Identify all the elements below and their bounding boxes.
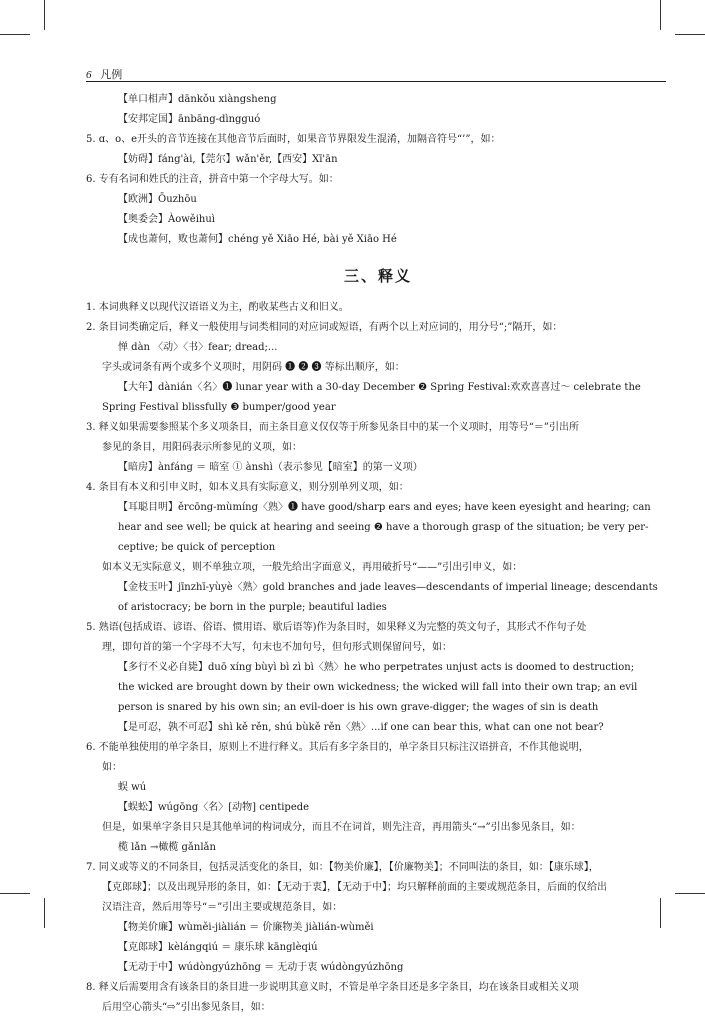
crop-mark-bottom-right-h	[675, 893, 705, 894]
text-line: hear and see well; be quick at hearing and seeing ❷ have a thorough grasp of the situation; be very per-	[118, 522, 649, 533]
text-line: 【金枝玉叶】jīnzhī-yùyè〈熟〉gold branches and jade leaves—descendants of imperial lineage; descendants	[118, 582, 658, 593]
text-line: person is snared by his own sin; an evil-doer is his own grave-digger; the wages of sin is death	[118, 702, 599, 713]
header-rule	[86, 81, 666, 82]
text-line: 【蜈蚣】wúgōng〈名〉[动物] centipede	[118, 802, 310, 813]
text-line: 汉语注音，然后用等号“＝”引出主要或规范条目，如：	[102, 902, 343, 913]
text-line: 后用空心箭头“⇨”引出参见条目，如：	[102, 1002, 271, 1013]
text-line: of aristocracy; be born in the purple; beautiful ladies	[118, 602, 387, 613]
text-line: 【无动于中】wúdòngyúzhōng ＝ 无动于衷 wúdòngyúzhōng	[118, 962, 404, 973]
text-line: 蜈 wú	[118, 782, 147, 793]
crop-mark-top-left-h	[0, 34, 30, 35]
text-line: 4. 条目有本义和引申义时，如本义具有实际意义，则分别单列义项，如：	[86, 482, 409, 493]
text-line: 【克郎球】kèlángqiú ＝ 康乐球 kānglèqiú	[118, 942, 318, 953]
text-line: 【物美价廉】wùměi-jiàlián ＝ 价廉物美 jiàlián-wùměi	[118, 922, 374, 933]
text-line: 5. ɑ、o、e开头的音节连接在其他音节后面时，如果音节界限发生混淆，加隔音符号“’”，如：	[86, 134, 501, 145]
text-line: 如本义无实际意义，则不单独立项，一般先给出字面意义，再用破折号“——”引出引申义，如：	[102, 562, 523, 573]
text-line: 1. 本词典释义以现代汉语语义为主，酌收某些古义和旧义。	[86, 302, 349, 313]
definition-rules	[86, 298, 670, 1018]
text-line: 8. 释义后需要用含有该条目的条目进一步说明其意义时，不管是单字条目还是多字条目，均在该条目或相关义项	[86, 982, 579, 993]
text-line: 【大年】dànián〈名〉❶ lunar year with a 30-day December ❷ Spring Festival:欢欢喜喜过～ celebrate the	[118, 382, 641, 393]
text-line: 【耳聪目明】ěrcōng-mùmíng〈熟〉❶ have good/sharp ears and eyes; have keen eyesight and hearing; can	[118, 502, 651, 513]
text-line: 【妨碍】fáng'ài,【莞尔】wǎn'ěr,【西安】Xī'ān	[118, 154, 338, 165]
page-body	[86, 90, 670, 1018]
text-line: ceptive; be quick of perception	[118, 542, 276, 553]
text-line: 【成也萧何，败也萧何】chéng yě Xiāo Hé, bài yě Xiāo Hé	[118, 234, 397, 245]
text-line: 【多行不义必自毙】duō xíng bùyì bì zì bì〈熟〉he who perpetrates unjust acts is doomed to destruction;	[118, 662, 635, 673]
text-line: 如：	[102, 762, 122, 773]
text-line: 参见的条目，用阳码表示所参见的义项，如：	[102, 442, 302, 453]
text-line: 3. 释义如果需要参照某个多义项条目，而主条目意义仅仅等于所参见条目中的某一个义项时，用等号“＝”引出所	[86, 422, 579, 433]
pinyin-rules-continued	[86, 90, 670, 250]
text-line: 7. 同义或等义的不同条目，包括灵活变化的条目，如：【物美价廉】，【价廉物美】；不同叫法的条目，如：【康乐球】，	[86, 862, 599, 873]
text-line: 6. 专有名词和姓氏的注音，拼音中第一个字母大写。如：	[86, 174, 339, 185]
text-line: 榄 lǎn →橄榄 gǎnlǎn	[118, 842, 216, 853]
text-line: 【安邦定国】ānbāng-dìngguó	[118, 114, 261, 125]
text-line: 6. 不能单独使用的单字条目，原则上不进行释义。其后有多字条目的，单字条目只标注汉语拼音，不作其他说明，	[86, 742, 589, 753]
crop-mark-top-left-v	[44, 0, 45, 30]
text-line: 5. 熟语(包括成语、谚语、俗语、惯用语、歇后语等)作为条目时，如果释义为完整的英文句子，其形式不作句子处	[86, 622, 587, 633]
text-line: 2. 条目词类确定后，释义一般使用与词类相同的对应词或短语，有两个以上对应词的，用分号“;”隔开，如：	[86, 322, 563, 333]
text-line: 【暗房】ànfáng ＝ 暗室 ① ànshì（表示参见【暗室】的第一义项）	[118, 462, 423, 473]
page-number: 6	[86, 69, 92, 81]
text-line: 【克郎球】；以及出现异形的条目，如：【无动于衷】，【无动于中】；均只解释前面的主要或规范条目，后面的仅给出	[102, 882, 607, 893]
text-line: the wicked are brought down by their own wickedness; the wicked will fall into their own trap; an evil	[118, 682, 638, 693]
text-line: Spring Festival blissfully ❸ bumper/good year	[102, 402, 336, 413]
text-line: 理，即句首的第一个字母不大写，句末也不加句号，但句形式则保留问号，如：	[102, 642, 452, 653]
crop-mark-top-right-v	[660, 0, 661, 30]
section-title: 三、释义	[343, 267, 412, 285]
text-line: 但是，如果单字条目只是其他单词的构词成分，而且不在词首，则先注音，再用箭头“→”引出参见条目，如：	[102, 822, 581, 833]
text-line: 【单口相声】dānkǒu xiàngsheng	[118, 94, 277, 105]
text-line: 【是可忍，孰不可忍】shì kě rěn, shú bùkě rěn〈熟〉...if one can bear this, what can one not bear?	[118, 722, 604, 733]
text-line: 【奥委会】Àowěihuì	[118, 214, 215, 225]
crop-mark-bottom-left-v	[44, 898, 45, 928]
text-line: 【欧洲】Ōuzhōu	[118, 194, 197, 205]
crop-mark-bottom-left-h	[0, 893, 30, 894]
section-label: 凡例	[100, 69, 123, 81]
text-line: 字头或词条有两个或多个义项时，用阴码 ❶ ❷ ❸ 等标出顺序，如：	[102, 362, 405, 373]
crop-mark-top-right-h	[675, 34, 705, 35]
text-line: 惮 dàn 〈动〉〈书〉fear; dread;...	[118, 342, 278, 353]
